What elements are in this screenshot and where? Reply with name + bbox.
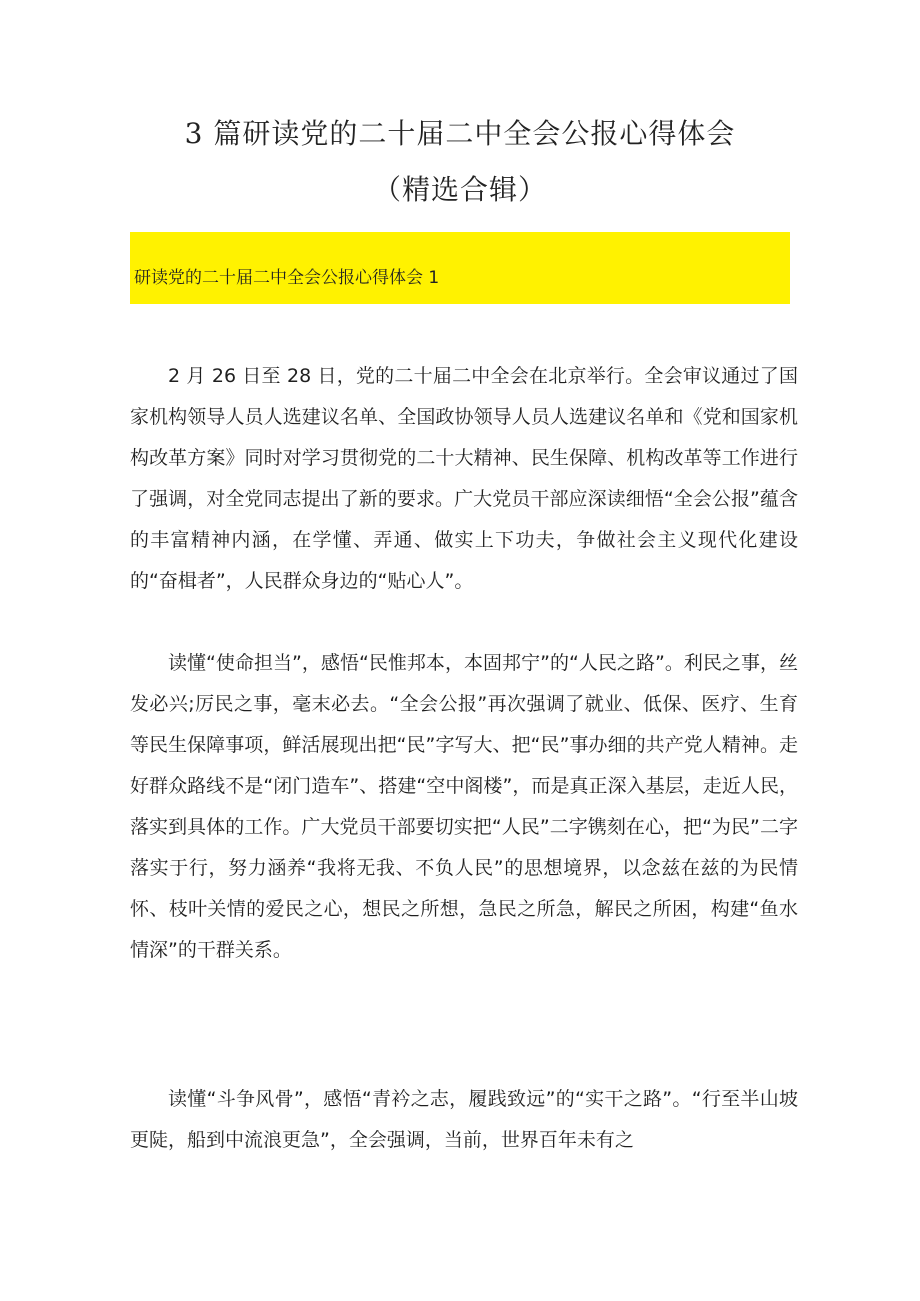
section-heading-highlight xyxy=(130,232,790,304)
document-title xyxy=(0,112,920,212)
paragraph-text: 读懂“使命担当”，感悟“民惟邦本，本固邦宁”的“人民之路”。利民之事，丝发必兴;厉民之事，毫末必去。“全会公报”再次强调了就业、低保、医疗、生育等民生保障事项，鲜活展现出把“民”字写大、把“民”事办细的共产党人精神。走好群众路线不是“闭门造车”、搭建“空中阁楼”，而是真正深入基层，走近人民，落实到具体的工作。广大党员干部要切实把“人民”二字镌刻在心，把“为民”二字落实于行，努力涵养“我将无我、不负人民”的思想境界，以念兹在兹的为民情怀、枝叶关情的爱民之心，想民之所想，急民之所急，解民之所困，构建“鱼水情深”的干群关系。 xyxy=(130,652,798,961)
paragraph-text: 读懂“斗争风骨”，感悟“青衿之志，履践致远”的“实干之路”。“行至半山坡更陡，船到中流浪更急”，全会强调，当前，世界百年未有之 xyxy=(130,1088,798,1151)
section-heading: 研读党的二十届二中全会公报心得体会 1 xyxy=(134,268,440,288)
title-main: 3 篇研读党的二十届二中全会公报心得体会 xyxy=(184,117,736,150)
paragraph-2 xyxy=(130,643,798,971)
title-subtitle: （精选合辑） xyxy=(372,173,547,206)
paragraph-1 xyxy=(130,356,798,602)
paragraph-3 xyxy=(130,1079,798,1161)
paragraph-text: 2 月 26 日至 28 日，党的二十届二中全会在北京举行。全会审议通过了国家机构领导人员人选建议名单、全国政协领导人员人选建议名单和《党和国家机构改革方案》同时对学习贯彻党的二十大精神、民生保障、机构改革等工作进行了强调，对全党同志提出了新的要求。广大党员干部应深读细悟“全会公报”蕴含的丰富精神内涵，在学懂、弄通、做实上下功夫，争做社会主义现代化建设的“奋楫者”，人民群众身边的“贴心人”。 xyxy=(130,365,798,592)
